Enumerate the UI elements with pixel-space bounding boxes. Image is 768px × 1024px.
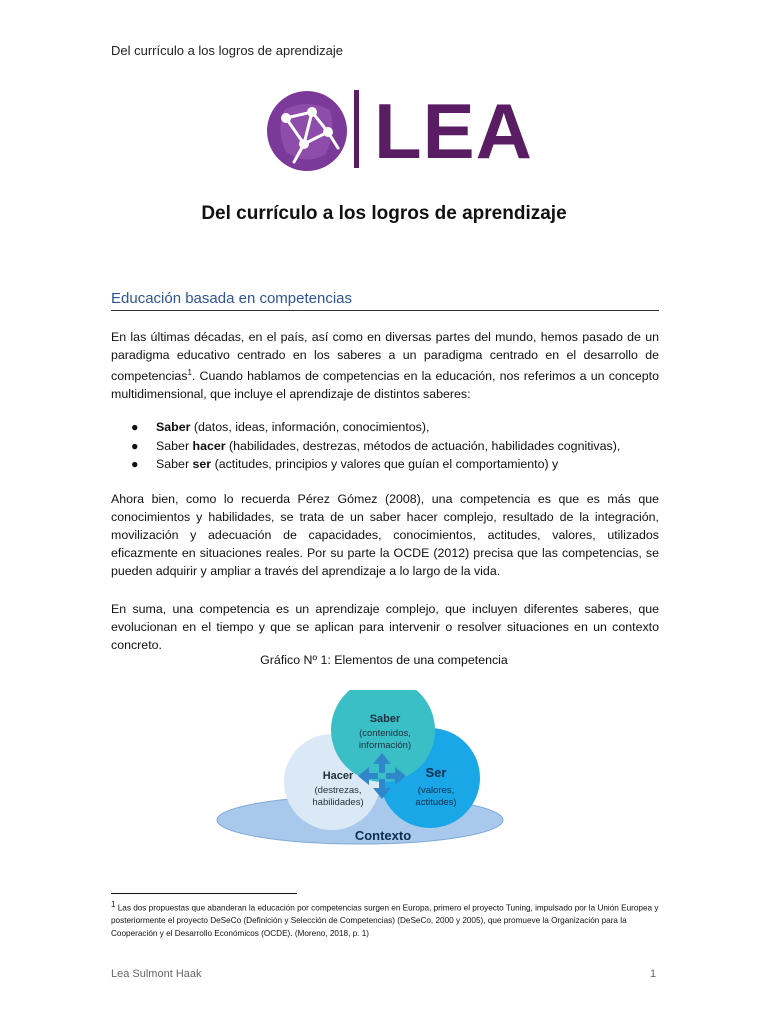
footnote-reference: 1 <box>187 368 192 377</box>
saber-detail-2: información) <box>358 740 412 751</box>
running-header: Del currículo a los logros de aprendizaje <box>111 43 343 58</box>
bullet-icon: ● <box>131 438 139 453</box>
contexto-label: Contexto <box>354 828 412 843</box>
bullet-icon: ● <box>131 457 139 471</box>
hacer-detail-2: habilidades) <box>312 797 364 808</box>
lea-logo <box>258 86 533 176</box>
logo-wordmark: LEA <box>374 87 533 175</box>
hacer-detail-1: (destrezas, <box>314 785 362 796</box>
page-number: 1 <box>650 968 657 980</box>
ser-detail-2: actitudes) <box>415 797 457 808</box>
paragraph-suma: En suma, una competencia es un aprendizaje complejo, que incluyen diferentes saberes, que evolucionan en el tiempo y que se aplican para intervenir o resolver situaciones en un contexto concreto. <box>111 602 659 652</box>
figure-caption: Gráfico Nº 1: Elementos de una competencia <box>260 653 508 667</box>
competencia-diagram <box>210 690 510 850</box>
paragraph-competencia: Ahora bien, como lo recuerda Pérez Gómez (2008), una competencia es que es más que conocimientos y habilidades, se trata de un saber hacer complejo, resultado de la integración, movilización y adecuación de capacidades, conocimientos, actitudes, valores, utilizados eficazmente en situaciones reales. Por su parte la OCDE (2012) precisa que las competencias, se pueden adquirir y ampliar a través del aprendizaje a lo largo de la vida. <box>111 492 659 578</box>
footnote: 1 Las dos propuestas que abanderan la educación por competencias surgen en Europa, primero el proyecto Tuning, impulsado por la Unión Europea y posteriormente el proyecto DeSeCo (Definición y Selección de Competencias) (DeSeCo, 2000 y 2005), que promueve la Organización para la Cooperación y el Desarrollo Económicos (OCDE). (Moreno, 2018, p. 1) <box>111 900 659 938</box>
bullet-icon: ● <box>131 420 139 434</box>
saber-title: Saber <box>369 713 401 725</box>
list-item: ● Saber (datos, ideas, información, conocimientos), <box>111 418 659 437</box>
ser-detail-1: (valores, <box>417 785 455 796</box>
section-heading: Educación basada en competencias <box>111 290 352 307</box>
list-item: ● Saber hacer (habilidades, destrezas, métodos de actuación, habilidades cognitivas), <box>111 437 659 456</box>
saberes-list <box>111 418 659 474</box>
paragraph-intro: En las últimas décadas, en el país, así como en diversas partes del mundo, hemos pasado de un paradigma educativo centrado en los saberes a un paradigma centrado en el desarrollo de competencias$^1$. Cuando hablamos de competencias en la educación, nos referimos a un concepto multidimensional, que incluye el aprendizaje de distintos saberes: <box>111 330 659 402</box>
document-title: Del currículo a los logros de aprendizaje <box>201 203 567 224</box>
logo-divider <box>354 90 359 168</box>
hacer-title: Hacer <box>322 770 354 782</box>
section-rule <box>111 310 659 311</box>
saber-detail-1: (contenidos, <box>359 728 411 739</box>
globe-network-icon <box>264 88 350 174</box>
footer-author: Lea Sulmont Haak <box>111 968 202 980</box>
ser-title: Ser <box>425 765 447 780</box>
list-item: ● Saber ser (actitudes, principios y valores que guían el comportamiento) y <box>111 455 659 474</box>
footnote-rule <box>111 893 297 894</box>
